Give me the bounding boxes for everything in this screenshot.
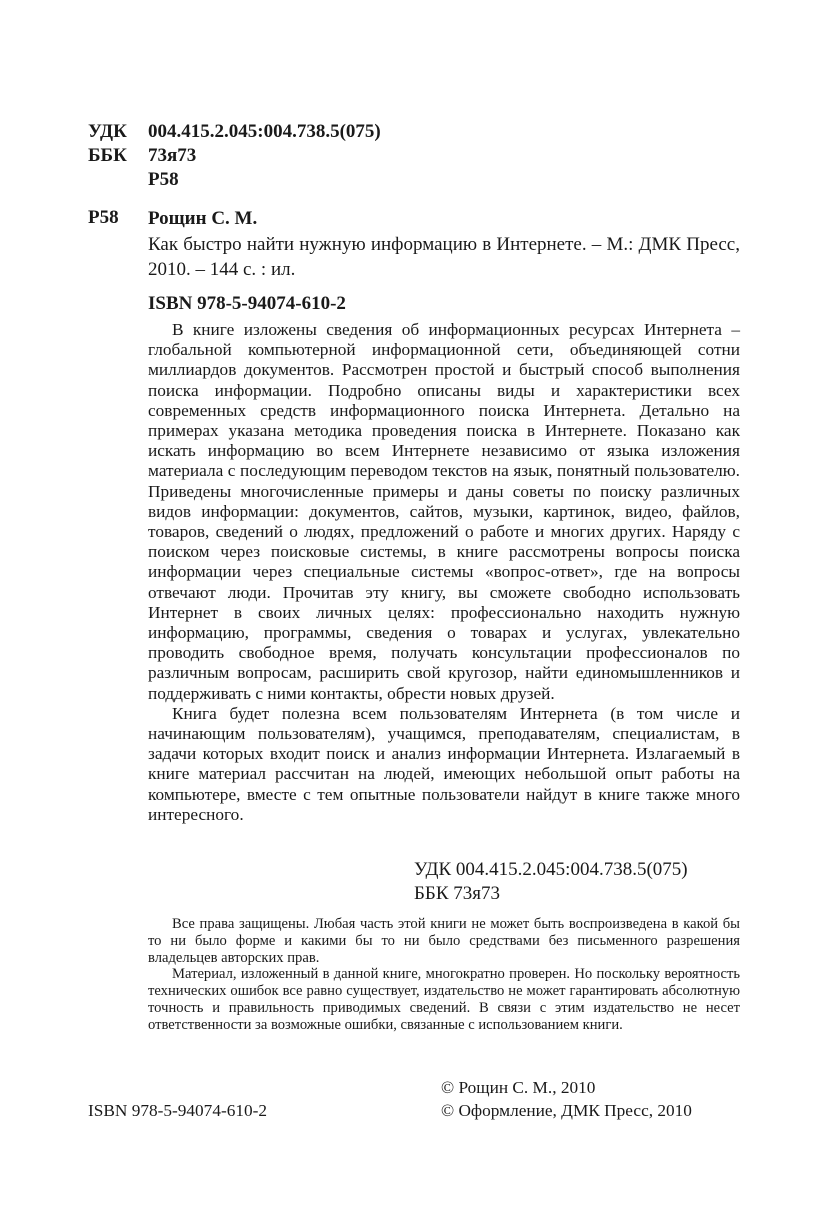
- copyright-author: © Рощин С. М., 2010: [441, 1078, 596, 1097]
- classification-codes: [88, 120, 381, 192]
- udk-value: 004.415.2.045:004.738.5(075): [148, 121, 381, 142]
- entry-key: Р58: [88, 207, 119, 228]
- bbk-value: 73я73: [148, 145, 197, 166]
- bbk-label: ББК: [88, 145, 127, 166]
- entry-isbn: ISBN 978-5-94074-610-2: [148, 293, 346, 314]
- entry-author: Рощин С. М.: [148, 208, 258, 229]
- udk-label: УДК: [88, 121, 127, 142]
- copyright-design: © Оформление, ДМК Пресс, 2010: [441, 1101, 692, 1120]
- author-mark: Р58: [148, 169, 179, 190]
- footer-classification-codes: [414, 858, 688, 906]
- udk-row: [88, 120, 381, 144]
- author-mark-row: [88, 168, 381, 192]
- footer-udk: УДК 004.415.2.045:004.738.5(075): [414, 859, 688, 880]
- footer-isbn: ISBN 978-5-94074-610-2: [88, 1101, 268, 1120]
- abstract: [148, 320, 740, 825]
- bbk-row: [88, 144, 381, 168]
- rights-notice: [148, 916, 740, 1034]
- abstract-paragraph-2: Книга будет полезна всем пользователям Интернета (в том числе и начинающим пользователям), учащимся, преподавателям, специалистам, в задачи которых входит поиск и анализ информации Интернета. Излагаемый в книге материал рассчитан на людей, имеющих небольшой опыт работы на компьютере, вместе с тем опытные пользователи найдут в книге также много интересного.: [148, 703, 740, 824]
- entry-title: Как быстро найти нужную информацию в Интернете. – М.: ДМК Пресс, 2010. – 144 с. : ил.: [148, 234, 740, 280]
- footer-bbk: ББК 73я73: [414, 883, 500, 904]
- entry-body: [148, 207, 740, 316]
- rights-paragraph-2: Материал, изложенный в данной книге, многократно проверен. Но поскольку вероятность технических ошибок все равно существует, издательство не может гарантировать абсолютную точность и правильность приводимых сведений. В связи с этим издательство не несет ответственности за возможные ошибки, связанные с использованием книги.: [148, 966, 740, 1033]
- abstract-paragraph-1: В книге изложены сведения об информационных ресурсах Интернета – глобальной компьютерной информационной сети, объединяющей сотни миллиардов документов. Рассмотрен простой и быстрый способ выполнения поиска информации. Подробно описаны виды и характеристики всех современных средств информационного поиска Интернета. Детально на примерах указана методика проведения поиска в Интернете. Показано как искать информацию во всем Интернете независимо от языка изложения материала с последующим переводом текстов на язык, понятный пользователю. Приведены многочисленные примеры и даны советы по поиску различных видов информации: документов, сайтов, музыки, картинок, видео, файлов, товаров, сведений о людях, предложений о работе и многих других. Наряду с поиском через поисковые системы, в книге рассмотрены вопросы поиска информации через специальные системы «вопрос-ответ», где на вопросы отвечают люди. Прочитав эту книгу, вы сможете свободно использовать Интернет в своих личных целях: профессионально находить нужную информацию, программы, сведения о товарах и услугах, увлекательно проводить свободное время, получать консультации профессионалов по различным вопросам, расширить свой кругозор, найти единомышленников и поддерживать с ними контакты, обрести новых друзей.: [148, 320, 740, 703]
- rights-paragraph-1: Все права защищены. Любая часть этой книги не может быть воспроизведена в какой бы то ни было форме и какими бы то ни было средствами без письменного разрешения владельцев авторских прав.: [148, 916, 740, 966]
- copyright-block: [441, 1076, 692, 1122]
